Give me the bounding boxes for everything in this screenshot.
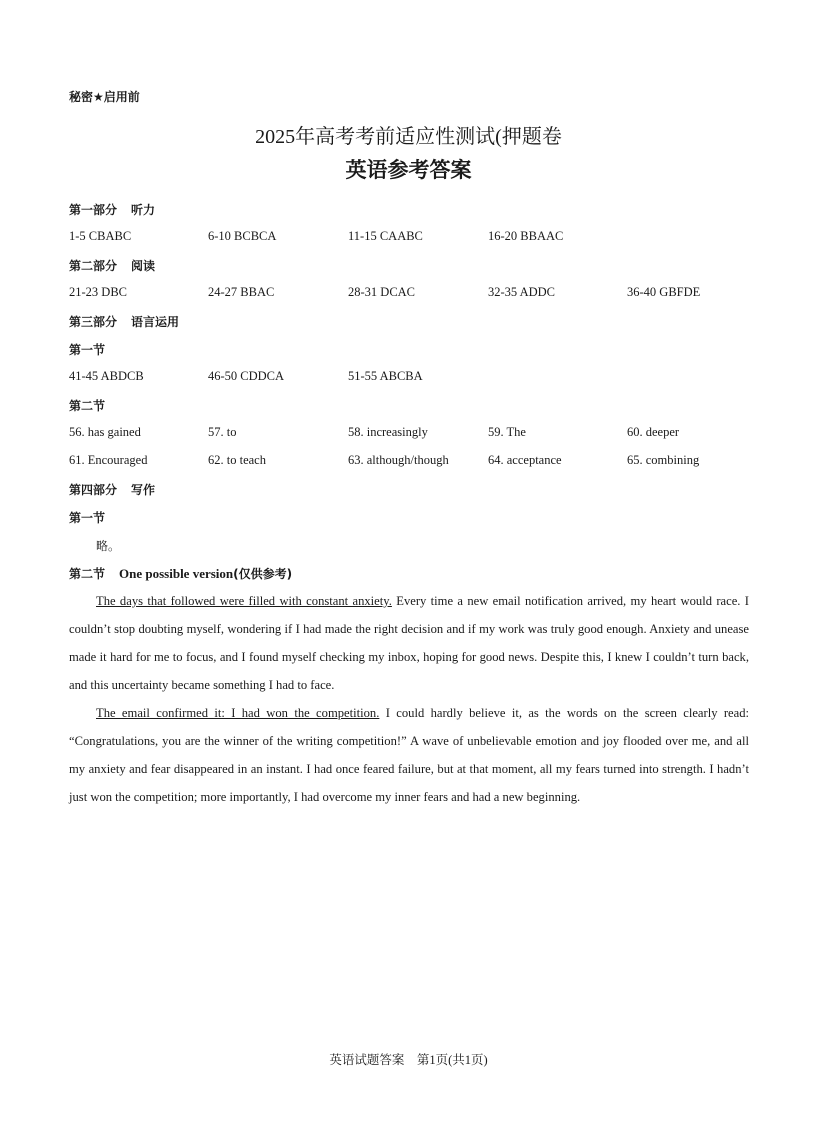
answer-cell: 1-5 CBABC: [69, 229, 132, 243]
confidential-label: 秘密★启用前: [69, 90, 140, 104]
answer-cell: 6-10 BCBCA: [208, 229, 277, 243]
answer-key-title: 英语参考答案: [345, 158, 472, 182]
essay-paragraph-2: [69, 699, 749, 811]
exam-title: 2025年高考考前适应性测试(押题卷: [255, 126, 562, 148]
answer-cell: 21-23 DBC: [69, 285, 127, 299]
answer-cell: 16-20 BBAAC: [488, 229, 564, 243]
essay-paragraph-1: [69, 587, 749, 699]
answer-cell: 62. to teach: [208, 453, 266, 467]
part3-section2-answer-row: [69, 425, 769, 443]
part3-heading-label: 第三部分: [69, 315, 118, 329]
essay-paragraph-2-opening: The email confirmed it: I had won the competition.: [96, 706, 380, 720]
answer-cell: 32-35 ADDC: [488, 285, 556, 299]
part2-heading-label: 第二部分: [69, 259, 118, 273]
part3-section1-heading: 第一节: [69, 343, 106, 357]
part3-heading: [69, 313, 179, 330]
answer-cell: 28-31 DCAC: [348, 285, 416, 299]
answer-cell: 36-40 GBFDE: [627, 285, 701, 299]
answer-cell: 58. increasingly: [348, 425, 428, 439]
part3-section2-heading: 第二节: [69, 399, 106, 413]
part1-heading-label: 第一部分: [69, 203, 118, 217]
part4-heading: [69, 481, 155, 498]
part3-section2-answer-row: [69, 453, 769, 471]
answer-cell: 59. The: [488, 425, 526, 439]
answer-cell: 63. although/though: [348, 453, 449, 467]
answer-cell: 61. Encouraged: [69, 453, 148, 467]
part4-section2-label: 第二节: [69, 567, 106, 581]
essay-paragraph-1-body: Every time a new email notification arrived, my heart would race. I couldn’t stop doubting myself, wondering if I had made the right decision and if my work was truly good enough. Anxiety and unease made it hard for me to focus, and I found myself checking my inbox, hoping for good news. Despite this, I knew I couldn’t turn back, and this uncertainty became something I had to face.: [69, 594, 749, 692]
part1-heading: [69, 201, 155, 218]
answer-cell: 60. deeper: [627, 425, 680, 439]
answer-cell: 57. to: [208, 425, 237, 439]
answer-cell: 11-15 CAABC: [348, 229, 423, 243]
part4-section2-heading: [69, 565, 292, 582]
page-footer: 英语试题答案 第1页(共1页): [329, 1053, 488, 1067]
part1-answer-row: [69, 229, 769, 247]
part4-section1-content: 略。: [96, 539, 121, 553]
part4-section2-version-label: One possible version: [119, 566, 234, 581]
answer-cell: 65. combining: [627, 453, 700, 467]
part4-heading-label: 第四部分: [69, 483, 118, 497]
essay-paragraph-2-body: I could hardly believe it, as the words on the screen clearly read: “Congratulations, you are the winner of the writing competition!” A wave of unbelievable emotion and joy flooded over me, and all my anxiety and fear disappeared in an instant. I had once feared failure, but at that moment, all my fears turned into strength. I hadn’t just won the competition; more importantly, I had overcome my inner fears and had a new beginning.: [69, 706, 750, 804]
answer-cell: 56. has gained: [69, 425, 141, 439]
part4-section1-heading: 第一节: [69, 511, 106, 525]
part2-heading-sub: 阅读: [131, 259, 156, 273]
part2-heading: [69, 257, 155, 274]
answer-cell: 64. acceptance: [488, 453, 562, 467]
part4-section2-note: (仅供参考): [233, 567, 293, 581]
answer-cell: 46-50 CDDCA: [208, 369, 285, 383]
part2-answer-row: [69, 285, 769, 303]
answer-cell: 24-27 BBAC: [208, 285, 275, 299]
answer-cell: 41-45 ABDCB: [69, 369, 144, 383]
part3-section1-answer-row: [69, 369, 769, 387]
part1-heading-sub: 听力: [131, 203, 156, 217]
answer-cell: 51-55 ABCBA: [348, 369, 423, 383]
essay-paragraph-1-opening: The days that followed were filled with constant anxiety.: [96, 594, 392, 608]
part4-heading-sub: 写作: [131, 483, 156, 497]
part3-heading-sub: 语言运用: [131, 315, 180, 329]
